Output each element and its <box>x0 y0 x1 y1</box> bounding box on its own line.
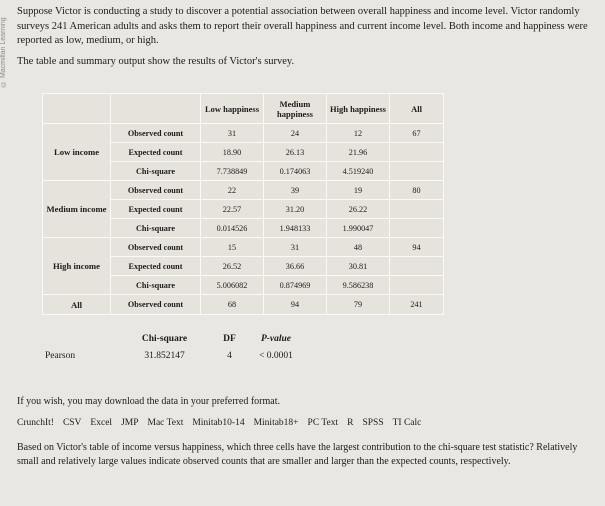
table-cell: 9.586238 <box>327 276 390 295</box>
table-cell: 18.90 <box>201 143 264 162</box>
row-label-high-income: High income <box>43 238 111 295</box>
header-low-happiness: Low happiness <box>201 94 264 124</box>
row-total: 67 <box>390 124 444 143</box>
format-link-crunchit[interactable]: CrunchIt! <box>17 418 54 428</box>
table-cell: 0.014526 <box>201 219 264 238</box>
table-row-all <box>43 295 444 315</box>
header-blank-2 <box>111 94 201 124</box>
stat-label: Chi-square <box>111 276 201 295</box>
format-link-jmp[interactable]: JMP <box>121 418 139 428</box>
table-cell: 1.948133 <box>264 219 327 238</box>
table-cell: 5.006082 <box>201 276 264 295</box>
row-label-all: All <box>43 295 111 315</box>
download-instructions: If you wish, you may download the data in your preferred format. <box>17 396 280 407</box>
stat-label: Observed count <box>111 124 201 143</box>
format-link-excel[interactable]: Excel <box>90 418 113 428</box>
test-summary-row <box>45 347 305 364</box>
table-cell: 36.66 <box>264 257 327 276</box>
header-medium-happiness: Medium happiness <box>264 94 327 124</box>
row-total <box>390 162 444 181</box>
table-cell: 4.519240 <box>327 162 390 181</box>
table-cell: 79 <box>327 295 390 315</box>
intro-paragraph-2: The table and summary output show the results of Victor's survey. <box>17 55 295 67</box>
stat-label: Chi-square <box>111 219 201 238</box>
row-total: 94 <box>390 238 444 257</box>
format-link-mac-text[interactable]: Mac Text <box>147 418 184 428</box>
table-cell: 30.81 <box>327 257 390 276</box>
stat-label: Expected count <box>111 143 201 162</box>
table-cell: 94 <box>264 295 327 315</box>
table-row <box>43 124 444 143</box>
header-blank-1 <box>43 94 111 124</box>
test-header-p-value: P-value <box>260 333 292 344</box>
table-cell: 26.13 <box>264 143 327 162</box>
stat-label: Observed count <box>111 181 201 200</box>
table-cell: 0.174063 <box>264 162 327 181</box>
format-link-minitab10-14[interactable]: Minitab10-14 <box>192 418 245 428</box>
table-cell: 68 <box>201 295 264 315</box>
table-cell: 48 <box>327 238 390 257</box>
table-header-row <box>43 94 444 124</box>
test-header-chi-square: Chi-square <box>141 333 188 344</box>
row-total <box>390 257 444 276</box>
table-row <box>43 238 444 257</box>
header-high-happiness: High happiness <box>327 94 390 124</box>
table-cell: 21.96 <box>327 143 390 162</box>
copyright-credit: © Macmillan Learning <box>0 17 7 87</box>
header-all: All <box>390 94 444 124</box>
table-cell: 26.22 <box>327 200 390 219</box>
table-cell: 22.57 <box>201 200 264 219</box>
problem-intro <box>17 5 595 75</box>
row-total <box>390 276 444 295</box>
chi-square-value: 31.852147 <box>144 350 185 361</box>
row-total <box>390 143 444 162</box>
chi-square-test-summary <box>45 330 305 364</box>
table-cell: 0.874969 <box>264 276 327 295</box>
row-label-low-income: Low income <box>43 124 111 181</box>
format-link-csv[interactable]: CSV <box>62 418 82 428</box>
table-row <box>43 181 444 200</box>
table-cell: 12 <box>327 124 390 143</box>
table-cell: 19 <box>327 181 390 200</box>
survey-results-table <box>42 93 444 315</box>
stat-label: Expected count <box>111 257 201 276</box>
test-summary-header <box>45 330 305 347</box>
stat-label: Observed count <box>111 238 201 257</box>
format-link-ti-calc[interactable]: TI Calc <box>392 418 422 428</box>
download-format-links <box>17 418 421 428</box>
intro-paragraph-1: Suppose Victor is conducting a study to discover a potential association between overall happiness and income level. Victor randomly surveys 241 American adults and asks them to report their overall happiness and current income level. Both income and happiness were reported as low, medium, or high. <box>17 6 588 46</box>
df-value: 4 <box>227 350 232 361</box>
p-value: < 0.0001 <box>259 350 293 361</box>
table-cell: 31 <box>201 124 264 143</box>
table-cell: 31.20 <box>264 200 327 219</box>
question-text: Based on Victor's table of income versus happiness, which three cells have the largest contribution to the chi-square test statistic? Relatively small and relatively large values indicate observed counts that are smaller and larger than the expected counts, respectively. <box>17 442 578 468</box>
row-total <box>390 219 444 238</box>
table-cell: 7.738849 <box>201 162 264 181</box>
table-cell: 39 <box>264 181 327 200</box>
format-link-pc-text[interactable]: PC Text <box>307 418 339 428</box>
stat-label: Observed count <box>111 295 201 315</box>
table-cell: 1.990047 <box>327 219 390 238</box>
format-link-spss[interactable]: SPSS <box>362 418 384 428</box>
table-cell: 15 <box>201 238 264 257</box>
format-link-minitab18[interactable]: Minitab18+ <box>253 418 299 428</box>
stat-label: Chi-square <box>111 162 201 181</box>
test-header-df: DF <box>223 333 236 344</box>
grand-total: 241 <box>390 295 444 315</box>
row-total: 80 <box>390 181 444 200</box>
test-name: Pearson <box>45 350 76 361</box>
survey-table-container <box>42 93 443 315</box>
table-cell: 31 <box>264 238 327 257</box>
row-total <box>390 200 444 219</box>
table-cell: 22 <box>201 181 264 200</box>
table-cell: 24 <box>264 124 327 143</box>
table-cell: 26.52 <box>201 257 264 276</box>
stat-label: Expected count <box>111 200 201 219</box>
format-link-r[interactable]: R <box>347 418 354 428</box>
row-label-medium-income: Medium income <box>43 181 111 238</box>
